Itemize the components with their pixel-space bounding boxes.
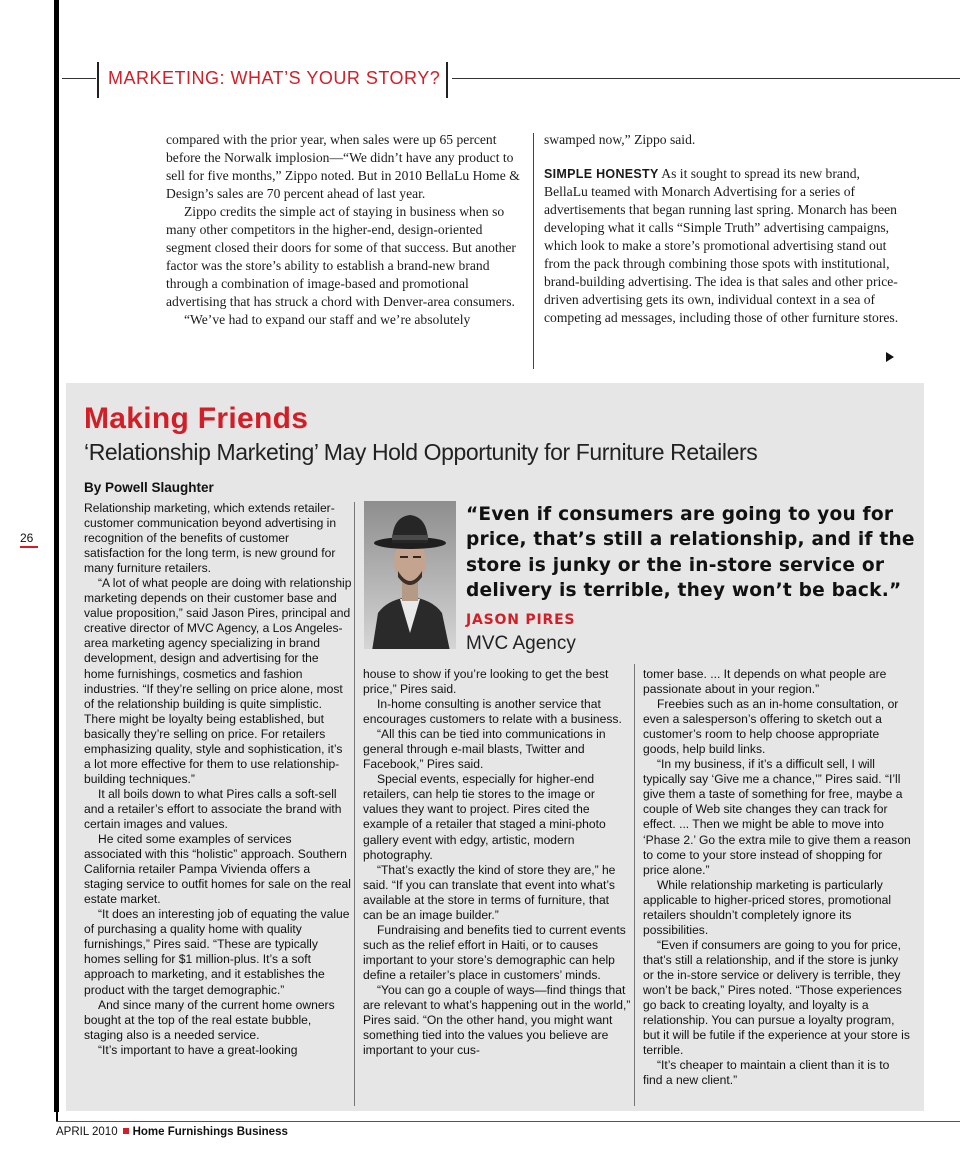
sidebar-paragraph: “A lot of what people are doing with relationship marketing depends on their customer base and value proposition,” said Jason Pires, principal and creative director of MVC Agency, a Los Angeles-area marketing agency specializing in brand development, design and advertising for the home furnishings, cosmetics and fashion industries. “If they’re selling on price alone, most of the relationship building is quite simplistic. There might be loyalty being established, but basically they’re selling on price. For retailers emphasizing quality, style and sophistication, it’s a lot more effective for them to use relationship-building techniques.” — [84, 576, 352, 786]
sidebar-column-2 — [363, 667, 631, 1058]
sidebar-paragraph: “Even if consumers are going to you for price, that’s still a relationship, and if the store is junky or the in-store service or delivery is terrible, they won’t be back,” Pires noted. “Those experiences go back to creating loyalty, and loyalty is a relationship. You can pursue a loyalty program, but it will be futile if the experience at your store is terrible. — [643, 937, 910, 1058]
article-paragraph: swamped now,” Zippo said. — [544, 132, 696, 147]
column-divider — [533, 133, 534, 369]
article-paragraph: Zippo credits the simple act of staying in business when so many other competitors in the higher-end, design-oriented segment closed their doors for some of that success. But another factor was the store’s ability to establish a brand-new brand through a combination of image-based and promotional advertising that has struck a chord with Denver-area consumers. — [166, 204, 516, 309]
left-margin-rule — [54, 0, 59, 1112]
page-number: 26 — [20, 531, 34, 545]
pull-quote: “Even if consumers are going to you for price, that’s still a relationship, and if the store is junky or the in-store service or delivery is terrible, they won’t be back.” — [466, 504, 915, 602]
article-column-2 — [544, 131, 900, 327]
footer-date: APRIL 2010 — [56, 1126, 118, 1138]
sidebar-paragraph: tomer base. ... It depends on what people are passionate about in your region.” — [643, 667, 887, 697]
sidebar-paragraph: Freebies such as an in-home consultation, or even a salesperson’s offering to sketch out a customer’s room to help choose appropriate goods, help build links. — [643, 697, 899, 757]
sidebar-paragraph: “In my business, if it’s a difficult sell, I will typically say ‘Give me a chance,’” Pires said. “I’ll give them a taste of something for free, maybe a couple of Web site changes they can track for effect. ... Then we might be able to move into ‘Phase 2.’ Go the extra mile to give them a reason to come to your store instead of shopping for price alone.” — [643, 757, 911, 877]
column-divider — [354, 502, 355, 1106]
sidebar-paragraph: He cited some examples of services associated with this “holistic” approach. Southern California retailer Pampa Vivienda offers a staging service to outfit homes for sale on the real estate market. — [84, 832, 351, 907]
section-lead-in: SIMPLE HONESTY — [544, 167, 659, 181]
header-rule-right — [452, 78, 960, 79]
quote-attribution-name: JASON PIRES — [466, 612, 576, 628]
sidebar-headline: Making Friends — [84, 402, 309, 435]
header-tick-left — [97, 62, 99, 98]
sidebar-subhead: ‘Relationship Marketing’ May Hold Opportunity for Furniture Retailers — [84, 439, 758, 465]
quote-attribution-org: MVC Agency — [466, 633, 576, 654]
sidebar-paragraph: “It’s cheaper to maintain a client than it is to find a new client.” — [643, 1058, 890, 1088]
page-number-accent — [20, 546, 38, 548]
sidebar-paragraph: And since many of the current home owners bought at the top of the real estate bubble, staging also is a needed service. — [84, 997, 335, 1042]
sidebar-paragraph: In-home consulting is another service that encourages customers to relate with a business. — [363, 697, 622, 727]
byline: By Powell Slaughter — [84, 480, 214, 495]
portrait-photo — [364, 501, 456, 649]
article-paragraph: “We’ve had to expand our staff and we’re absolutely — [184, 312, 471, 327]
column-divider — [634, 664, 635, 1106]
sidebar-column-1 — [84, 501, 352, 1058]
section-title: MARKETING: WHAT’S YOUR STORY? — [108, 68, 441, 88]
article-paragraph — [544, 165, 900, 327]
footer-rule — [56, 1121, 960, 1122]
sidebar-paragraph: “You can go a couple of ways—find things that are relevant to what’s happening out in the world,” Pires said. “On the other hand, you might want something tied into the values you believe are important to your cus- — [363, 982, 631, 1058]
header-rule-left — [62, 78, 96, 79]
footer-publication: Home Furnishings Business — [132, 1126, 288, 1138]
sidebar-paragraph: “All this can be tied into communications in general through e-mail blasts, Twitter and Facebook,” Pires said. — [363, 727, 606, 772]
sidebar-paragraph: “That’s exactly the kind of store they are,” he said. “If you can translate that event into what’s available at the store in terms of furniture, that can be an image builder.” — [363, 862, 616, 922]
sidebar-paragraph: Relationship marketing, which extends retailer-customer communication beyond advertising in recognition of the benefits of customer satisfaction for the long term, is new ground for many furniture retailers. — [84, 501, 337, 576]
article-paragraph: compared with the prior year, when sales were up 65 percent before the Norwalk implosion—“We didn’t have any product to sell for five months,” Zippo noted. But in 2010 BellaLu Home & Design’s sales are 70 percent ahead of last year. — [166, 132, 520, 201]
continue-arrow-icon — [886, 352, 894, 362]
portrait-image-icon — [364, 501, 456, 649]
sidebar-column-3 — [643, 667, 911, 1088]
footer — [56, 1126, 288, 1138]
sidebar-paragraph: While relationship marketing is particularly applicable to higher-priced stores, promotional retailers shouldn’t completely ignore its possibilities. — [643, 877, 892, 937]
paragraph-text: As it sought to spread its new brand, BellaLu teamed with Monarch Advertising for a series of advertisements that began running last spring. Monarch has been developing what it calls “Simple Truth” advertising campaigns, which look to make a store’s promotional advertising stand out from the pack through combining those spots with institutional, brand-building advertising. The idea is that sales and other price-driven advertising gets its own, individual context in a sea of competing ad messages, including those of other furniture stores. — [544, 166, 899, 325]
sidebar-paragraph: “It does an interesting job of equating the value of purchasing a quality home with quality furnishings,” Pires said. “These are typically homes selling for $1 million-plus. It’s a soft approach to marketing, and it establishes the product with the target demographic.” — [84, 907, 350, 997]
sidebar-paragraph: house to show if you’re looking to get the best price,” Pires said. — [363, 667, 609, 697]
sidebar-paragraph: Special events, especially for higher-end retailers, can help tie stores to the image or values they want to project. Pires cited the example of a retailer that staged a mini-photo gallery event with edgy, artistic, modern photography. — [363, 772, 606, 862]
footer-square-icon — [123, 1128, 129, 1134]
article-column-1 — [166, 131, 526, 329]
sidebar-paragraph: “It’s important to have a great-looking — [98, 1042, 298, 1057]
header-tick-right — [446, 62, 448, 98]
sidebar-paragraph: Fundraising and benefits tied to current events such as the relief effort in Haiti, or to causes important to your store’s demographic can help define a retailer’s place in customers’ minds. — [363, 922, 626, 982]
sidebar-paragraph: It all boils down to what Pires calls a soft-sell and a retailer’s effort to associate the brand with certain images and values. — [84, 786, 342, 831]
